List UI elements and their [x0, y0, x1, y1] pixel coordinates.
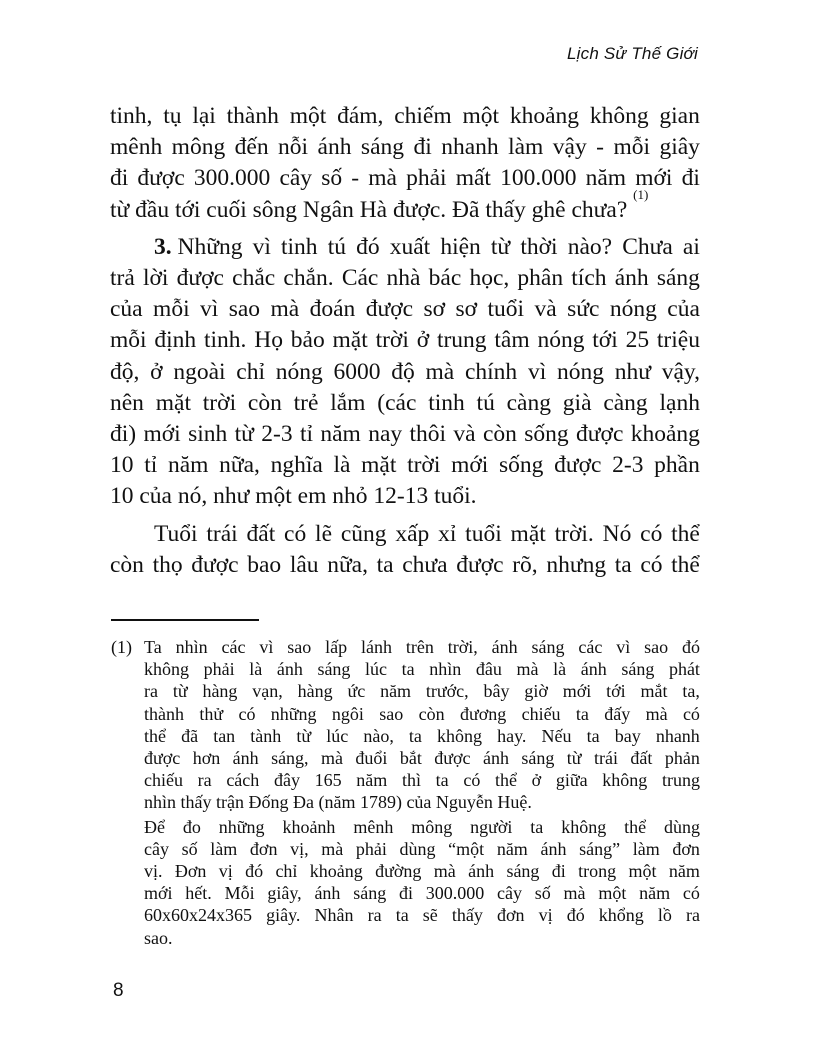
text-line — [110, 232, 700, 263]
text-line: của mỗi vì sao mà đoán được sơ sơ tuổi và sức nóng của — [110, 296, 700, 323]
footnote-marker: (1) — [111, 637, 132, 657]
footnote-line: mới hết. Mỗi giây, ánh sáng đi 300.000 cây số mà một năm có — [144, 883, 700, 904]
footnote — [111, 636, 700, 949]
text-line: tinh, tụ lại thành một đám, chiếm một khoảng không gian — [110, 103, 700, 129]
footnote-line: được hơn ánh sáng, mà đuổi bắt được ánh sáng từ trái đất phản — [144, 748, 700, 769]
footnote-reference: (1) — [633, 186, 649, 202]
footnote-line: thể đã tan tành từ lúc nào, ta không hay. Nếu ta bay nhanh — [144, 725, 700, 746]
text-line: 10 tỉ năm nữa, nghĩa là mặt trời mới sống được 2-3 phần — [110, 452, 700, 479]
footnote-line: cây số làm đơn vị, mà phải dùng “một năm ánh sáng” làm đơn — [144, 838, 700, 859]
text-line: độ, ở ngoài chỉ nóng 6000 độ mà chính vì nóng như vậy, — [110, 358, 700, 385]
paragraph — [110, 101, 700, 226]
paragraph — [110, 519, 700, 581]
section-number: 3. — [154, 233, 172, 260]
footnote-line-content: Ta nhìn các vì sao lấp lánh trên trời, ánh sáng các vì sao đó — [144, 637, 700, 657]
text-line: đi) mới sinh từ 2-3 tỉ năm nay thôi và còn sống được khoảng — [110, 421, 700, 448]
footnote-line: sao. — [144, 927, 173, 948]
footnote-line — [111, 636, 700, 658]
footnote-line: ra từ hàng vạn, hàng ức năm trước, bây giờ mới tới mắt ta, — [144, 681, 700, 702]
text-line: trả lời được chắc chắn. Các nhà bác học, phân tích ánh sáng — [110, 265, 700, 292]
text-line-content: Những vì tinh tú đó xuất hiện từ thời nào? Chưa ai — [177, 233, 700, 260]
footnote-line: Để đo những khoảnh mênh mông người ta không thể dùng — [144, 816, 700, 837]
text-line: nên mặt trời còn trẻ lắm (các tinh tú càng già càng lạnh — [110, 389, 700, 416]
footnote-divider — [111, 619, 259, 621]
page-number: 8 — [113, 980, 124, 1001]
running-header: Lịch Sử Thế Giới — [566, 44, 698, 63]
text-line: 10 của nó, như một em nhỏ 12-13 tuổi. — [110, 483, 477, 510]
main-text — [110, 101, 700, 581]
footnote-line: chiếu ra cách đây 165 năm thì ta có thể ở giữa không trung — [144, 770, 700, 791]
text-line — [110, 186, 700, 226]
text-line: còn thọ được bao lâu nữa, ta chưa được rõ, nhưng ta có thể — [110, 551, 700, 578]
text-line-content: từ đầu tới cuối sông Ngân Hà được. Đã thấy ghê chưa? — [110, 196, 628, 223]
text-line: mỗi định tinh. Họ bảo mặt trời ở trung tâm nóng tới 25 triệu — [110, 327, 700, 354]
text-line: đi được 300.000 cây số - mà phải mất 100.000 năm mới đi — [110, 165, 700, 192]
footnote-line: vị. Đơn vị đó chỉ khoảng đường mà ánh sáng đi trong một năm — [144, 861, 700, 882]
footnote-line: không phải là ánh sáng lúc ta nhìn đâu mà là ánh sáng phát — [144, 659, 700, 680]
paragraph — [110, 232, 700, 513]
footnote-line: 60x60x24x365 giây. Nhân ra ta sẽ thấy đơn vị đó khổng lồ ra — [144, 905, 700, 926]
text-line: mênh mông đến nỗi ánh sáng đi nhanh làm vậy - mỗi giây — [110, 134, 700, 161]
text-line: Tuổi trái đất có lẽ cũng xấp xỉ tuổi mặt trời. Nó có thể — [154, 520, 700, 547]
footnote-line: nhìn thấy trận Đống Đa (năm 1789) của Nguyễn Huệ. — [144, 792, 532, 813]
footnote-line: thành thử có những ngôi sao còn đương chiếu ta đấy mà có — [144, 703, 700, 724]
